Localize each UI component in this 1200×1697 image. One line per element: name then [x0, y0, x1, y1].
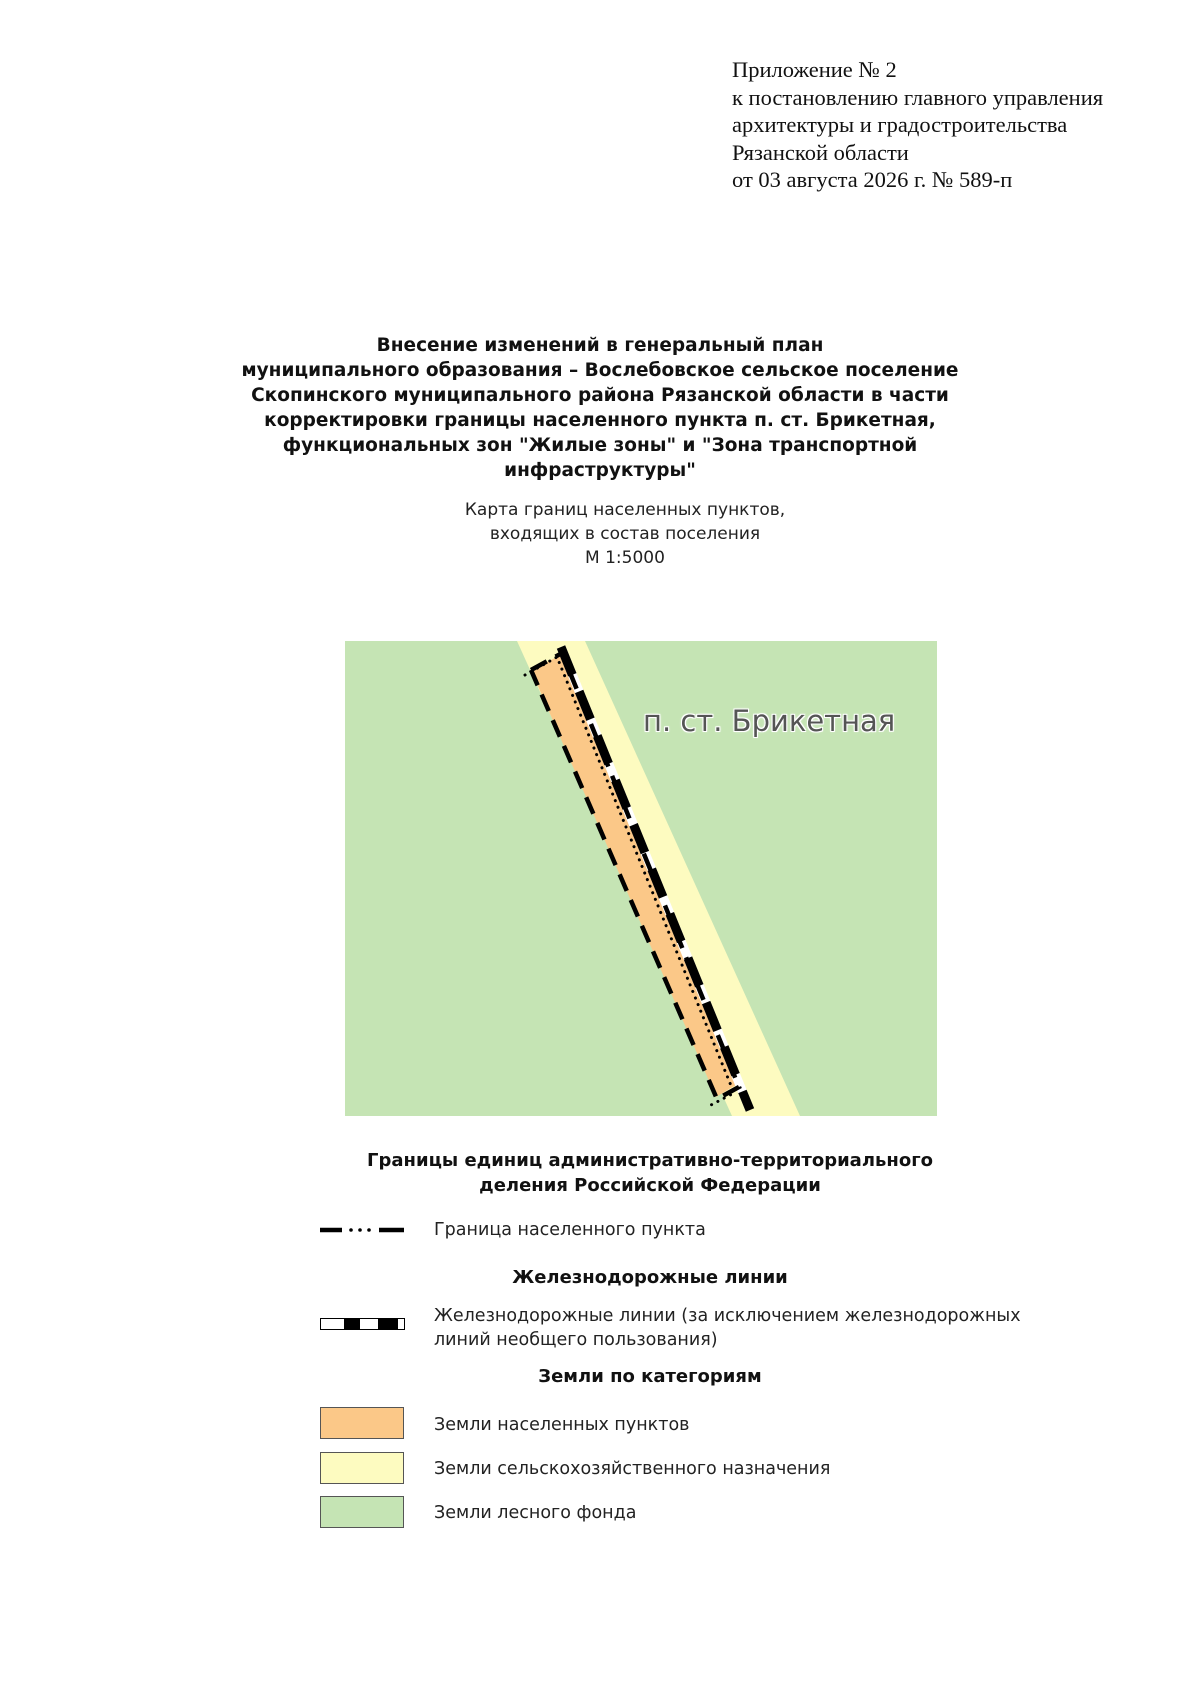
title-line: корректировки границы населенного пункта п. ст. Брикетная,: [264, 410, 936, 431]
legend-land-heading: Земли по категориям: [538, 1366, 762, 1387]
forest-land-label: Земли лесного фонда: [434, 1503, 637, 1523]
appendix-line: Рязанской области: [732, 139, 909, 165]
boundary-legend-label: Граница населенного пункта: [434, 1220, 706, 1240]
agricultural-land-swatch: [320, 1452, 404, 1484]
appendix-line: архитектуры и градостроительства: [732, 112, 1068, 137]
legend-heading-line: Границы единиц административно-территориального: [367, 1150, 933, 1171]
title-line: функциональных зон "Жилые зоны" и "Зона транспортной: [282, 435, 918, 456]
subtitle-line: входящих в состав поселения: [489, 524, 761, 544]
railway-legend-label: [434, 1304, 1021, 1352]
subtitle-line: Карта границ населенных пунктов,: [464, 500, 786, 520]
title-line: Внесение изменений в генеральный план: [376, 335, 824, 356]
appendix-header: [732, 56, 1103, 194]
map-subtitle: [200, 498, 1050, 570]
settlement-label: п. ст. Брикетная: [643, 704, 896, 738]
boundary-legend-symbol: [320, 1224, 406, 1236]
map-scale: М 1:5000: [585, 548, 665, 568]
legend-heading-line: деления Российской Федерации: [479, 1175, 821, 1196]
railway-legend-line: Железнодорожные линии (за исключением железнодорожных: [434, 1306, 1021, 1326]
title-line: Скопинского муниципального района Рязанской области в части: [251, 385, 949, 406]
legend-railway-heading: Железнодорожные линии: [512, 1267, 788, 1288]
railway-legend-line: линий необщего пользования): [434, 1330, 718, 1350]
settlement-land-swatch: [320, 1407, 404, 1439]
document-title: [200, 333, 1000, 483]
title-line: инфраструктуры": [504, 460, 696, 481]
appendix-line: к постановлению главного управления: [732, 84, 1104, 110]
settlement-map: [345, 641, 937, 1116]
appendix-line: Приложение № 2: [732, 57, 897, 82]
appendix-line: от 03 августа 2026 г. № 589-п: [732, 167, 1013, 192]
forest-land-swatch: [320, 1496, 404, 1528]
legend-admin-heading: [200, 1148, 1100, 1198]
settlement-land-label: Земли населенных пунктов: [434, 1415, 690, 1435]
agricultural-land-label: Земли сельскохозяйственного назначения: [434, 1459, 831, 1479]
railway-legend-symbol: [320, 1318, 406, 1331]
title-line: муниципального образования – Вослебовское сельское поселение: [241, 360, 959, 381]
